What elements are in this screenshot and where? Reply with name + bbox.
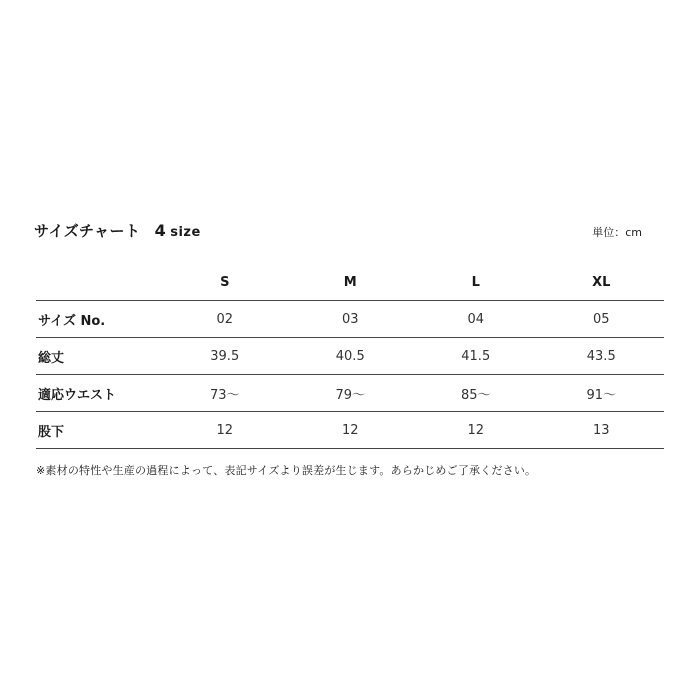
table-cell: 12: [288, 412, 414, 449]
row-label: 適応ウエスト: [36, 375, 162, 412]
page-title: [34, 220, 201, 241]
table-cell: 05: [539, 301, 665, 338]
row-label: 股下: [36, 412, 162, 449]
column-header-m: M: [288, 264, 414, 301]
table-header-row: [36, 264, 664, 301]
unit-label: 単位：cm: [592, 226, 642, 239]
table-cell: 40.5: [288, 338, 414, 375]
header-corner-cell: [36, 264, 162, 301]
column-header-s: S: [162, 264, 288, 301]
column-header-xl: XL: [539, 264, 665, 301]
row-label: サイズ No.: [36, 301, 162, 338]
table-cell: 39.5: [162, 338, 288, 375]
table-cell: 13: [539, 412, 665, 449]
row-label: 総丈: [36, 338, 162, 375]
table-cell: 12: [413, 412, 539, 449]
size-count: [155, 222, 201, 240]
size-chart-table: [36, 264, 664, 449]
table-cell: 02: [162, 301, 288, 338]
table-cell: 85～: [413, 375, 539, 412]
table-cell: 03: [288, 301, 414, 338]
table-row: [36, 338, 664, 375]
table-cell: 41.5: [413, 338, 539, 375]
table-row: [36, 412, 664, 449]
table-cell: 12: [162, 412, 288, 449]
table-cell: 79～: [288, 375, 414, 412]
footnote: ※素材の特性や生産の過程によって、表記サイズより誤差が生じます。あらかじめご了承ください。: [36, 464, 537, 477]
title-text: サイズチャート: [34, 222, 141, 240]
table-cell: 91～: [539, 375, 665, 412]
table-row: [36, 375, 664, 412]
size-count-word: size: [170, 225, 201, 240]
table-cell: 73～: [162, 375, 288, 412]
table-cell: 43.5: [539, 338, 665, 375]
size-count-number: 4: [154, 221, 167, 240]
column-header-l: L: [413, 264, 539, 301]
table-row: [36, 301, 664, 338]
table-cell: 04: [413, 301, 539, 338]
